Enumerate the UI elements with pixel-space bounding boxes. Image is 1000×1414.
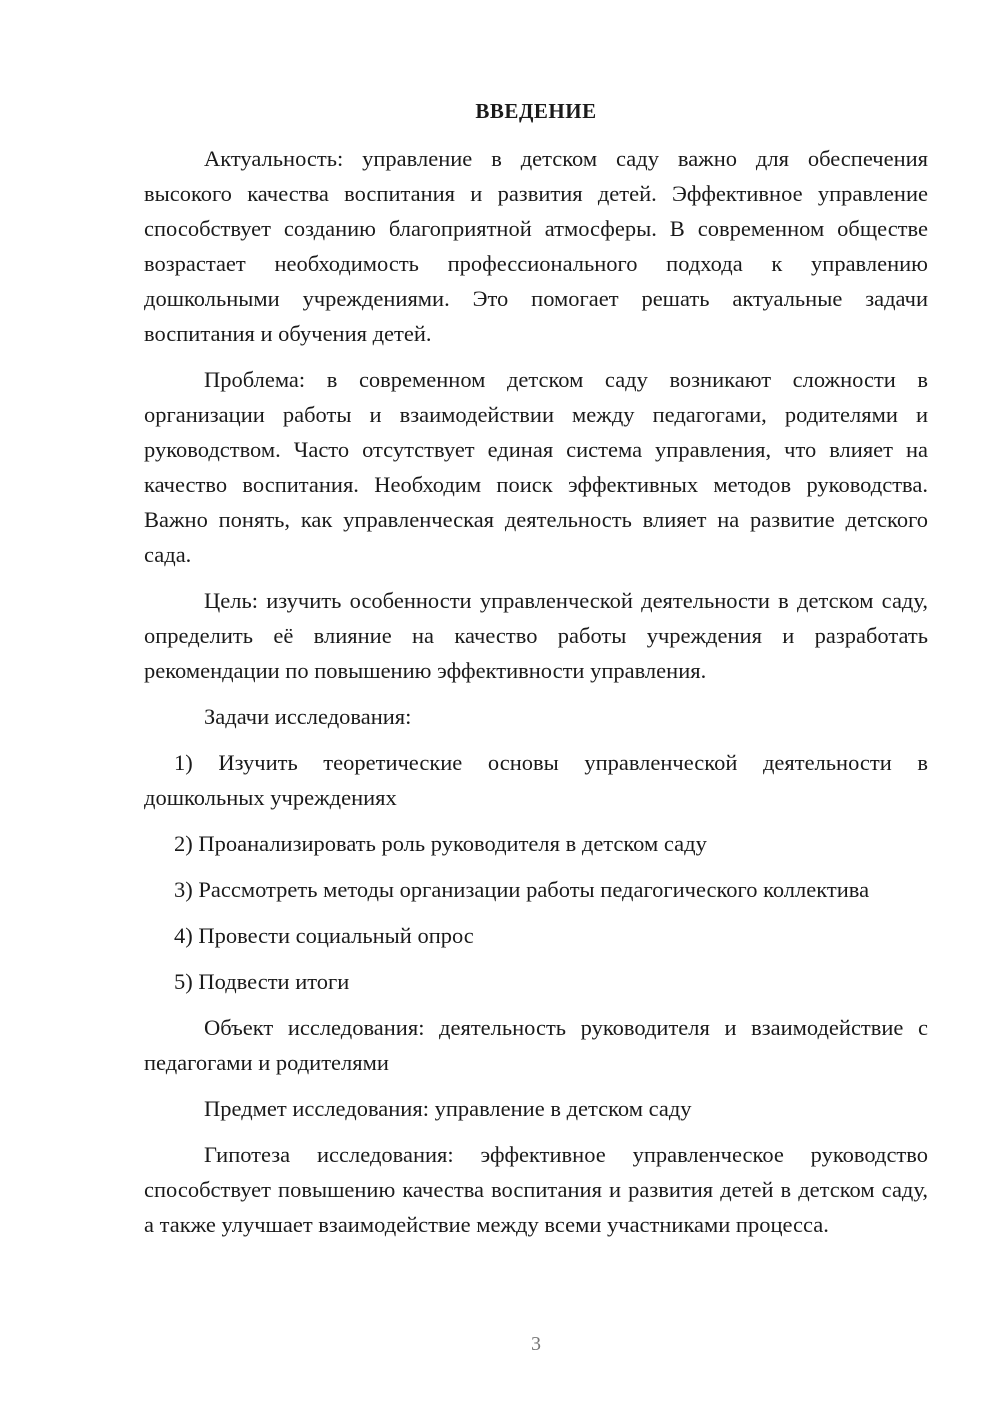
- paragraph-goal: Цель: изучить особенности управленческой деятельности в детском саду, определить её влияние на качество работы учреждения и разработать рекомендации по повышению эффективности управления.: [144, 588, 928, 683]
- page-number: 3: [531, 1333, 541, 1355]
- paragraph-problem: Проблема: в современном детском саду возникают сложности в организации работы и взаимодействии между педагогами, родителями и руководством. Часто отсутствует единая система управления, что влияет на качество воспитания. Необходим поиск эффективных методов руководства. Важно понять, как управленческая деятельность влияет на развитие детского сада.: [144, 367, 928, 567]
- paragraph-subject: Предмет исследования: управление в детском саду: [204, 1096, 692, 1121]
- task-item-5: 5) Подвести итоги: [174, 969, 350, 994]
- tasks-heading: Задачи исследования:: [204, 704, 412, 729]
- task-item-1: 1) Изучить теоретические основы управленческой деятельности в дошкольных учреждениях: [144, 750, 928, 810]
- paragraph-relevance: Актуальность: управление в детском саду важно для обеспечения высокого качества воспитания и развития детей. Эффективное управление способствует созданию благоприятной атмосферы. В современном обществе возрастает необходимость профессионального подхода к управлению дошкольными учреждениями. Это помогает решать актуальные задачи воспитания и обучения детей.: [144, 146, 928, 346]
- task-item-2: 2) Проанализировать роль руководителя в детском саду: [174, 831, 707, 856]
- section-title: ВВЕДЕНИЕ: [475, 99, 597, 123]
- paragraph-hypothesis: Гипотеза исследования: эффективное управленческое руководство способствует повышению качества воспитания и развития детей в детском саду, а также улучшает взаимодействие между всеми участниками процесса.: [144, 1142, 928, 1237]
- document-page: [144, 94, 928, 1253]
- task-item-4: 4) Провести социальный опрос: [174, 923, 474, 948]
- paragraph-object: Объект исследования: деятельность руководителя и взаимодействие с педагогами и родителями: [144, 1015, 928, 1075]
- tasks-list: [144, 745, 928, 999]
- task-item-3: 3) Рассмотреть методы организации работы педагогического коллектива: [174, 877, 870, 902]
